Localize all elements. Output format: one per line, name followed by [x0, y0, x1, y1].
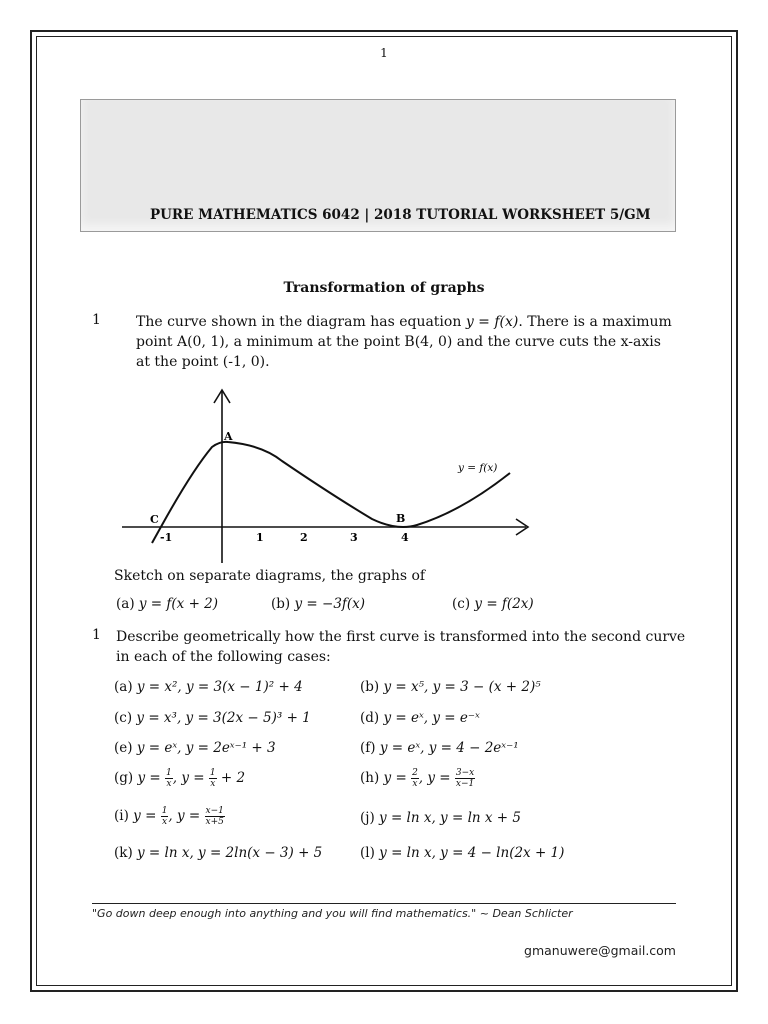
question-1-line-1	[136, 312, 684, 332]
case-l-expr: y = ln x, y = 4 − ln(2x + 1)	[379, 845, 565, 861]
worksheet-title: PURE MATHEMATICS 6042 | 2018 TUTORIAL WORKSHEET 5/GM	[150, 207, 651, 223]
case-j-expr: y = ln x, y = ln x + 5	[379, 810, 521, 826]
case-d-expr: y = eˣ, y = e⁻ˣ	[383, 710, 480, 726]
part-b	[271, 596, 365, 612]
case-i-mid: , y =	[168, 808, 205, 824]
case-g-fraction-2	[209, 768, 217, 789]
case-i-f1-num: 1	[161, 806, 168, 816]
case-d	[360, 710, 480, 726]
question-number: 1	[92, 312, 101, 328]
case-i-label: (i)	[114, 808, 129, 824]
case-h-f1-den: x	[412, 779, 418, 789]
case-f-expr: y = eˣ, y = 4 − 2eˣ⁻¹	[379, 740, 519, 756]
case-g-f2-den: x	[210, 779, 216, 789]
footer-quote: "Go down deep enough into anything and you will find mathematics." ~ Dean Schlicter	[92, 907, 573, 920]
author-email: gmanuwere@gmail.com	[524, 943, 676, 958]
footer-rule	[92, 903, 676, 904]
case-c-expr: y = x³, y = 3(2x − 5)³ + 1	[136, 710, 311, 726]
question-1-line-3: at the point (-1, 0).	[136, 354, 270, 370]
case-c-label: (c)	[114, 710, 133, 726]
case-k-label: (k)	[114, 845, 133, 861]
case-c	[114, 710, 311, 726]
case-g-mid: , y =	[172, 770, 209, 786]
case-l	[360, 845, 564, 861]
curve-label: y = f(x)	[458, 462, 498, 474]
case-h-mid: , y =	[418, 770, 455, 786]
part-c-expr: y = f(2x)	[474, 596, 534, 612]
question-2-text	[116, 627, 686, 667]
case-e-expr: y = eˣ, y = 2eˣ⁻¹ + 3	[136, 740, 276, 756]
case-b	[360, 679, 541, 695]
case-i-f2-den: x+5	[205, 817, 224, 827]
curve-diagram	[112, 385, 542, 565]
q1-line1-end: . There is a maximum	[518, 314, 672, 330]
case-j	[360, 810, 521, 826]
case-a	[114, 679, 303, 695]
case-b-expr: y = x⁵, y = 3 − (x + 2)⁵	[383, 679, 541, 695]
case-h-f1-num: 2	[412, 768, 418, 778]
case-b-label: (b)	[360, 679, 380, 695]
q1-equation: y = f(x)	[465, 314, 519, 330]
case-g-post: + 2	[216, 770, 246, 786]
case-l-label: (l)	[360, 845, 375, 861]
curve-f-of-x	[152, 442, 510, 543]
question-number-2: 1	[92, 627, 101, 643]
case-i-pre: y =	[133, 808, 161, 824]
part-a-label: (a)	[116, 596, 135, 612]
part-a	[116, 596, 218, 612]
sketch-instruction: Sketch on separate diagrams, the graphs of	[114, 568, 426, 584]
case-h-pre: y =	[383, 770, 412, 786]
part-a-expr: y = f(x + 2)	[138, 596, 219, 612]
question-2-line-1: Describe geometrically how the first curve is transformed into the second curve	[116, 629, 686, 645]
question-1-text	[136, 312, 684, 372]
section-title: Transformation of graphs	[283, 280, 485, 296]
part-c	[452, 596, 534, 612]
case-f-label: (f)	[360, 740, 376, 756]
case-g-pre: y =	[137, 770, 166, 786]
point-b-label: B	[396, 512, 406, 525]
part-b-expr: y = −3f(x)	[294, 596, 366, 612]
tick-label-minus-1: -1	[160, 531, 173, 544]
case-e-label: (e)	[114, 740, 133, 756]
case-g-f1-den: x	[166, 779, 172, 789]
part-b-label: (b)	[271, 596, 291, 612]
case-d-label: (d)	[360, 710, 380, 726]
case-j-label: (j)	[360, 810, 375, 826]
case-h-f2-num: 3−x	[455, 768, 475, 778]
point-a-label: A	[224, 430, 233, 443]
case-g-f2-num: 1	[209, 768, 216, 778]
question-2-line-2: in each of the following cases:	[116, 649, 331, 665]
case-g	[114, 768, 245, 789]
tick-label-3: 3	[350, 531, 358, 544]
case-i-f2-num: x−1	[205, 806, 224, 816]
case-i	[114, 806, 225, 827]
tick-label-2: 2	[300, 531, 308, 544]
tick-label-1: 1	[256, 531, 264, 544]
part-c-label: (c)	[452, 596, 471, 612]
case-f	[360, 740, 519, 756]
question-1-line-2: point A(0, 1), a minimum at the point B(4, 0) and the curve cuts the x-axis	[136, 334, 661, 350]
case-i-fraction-2	[205, 806, 225, 827]
case-h-fraction-2	[455, 768, 475, 789]
case-h	[360, 768, 475, 789]
case-k-expr: y = ln x, y = 2ln(x − 3) + 5	[137, 845, 323, 861]
case-k	[114, 845, 322, 861]
case-g-label: (g)	[114, 770, 134, 786]
case-a-expr: y = x², y = 3(x − 1)² + 4	[136, 679, 303, 695]
case-h-f2-den: x−1	[455, 779, 475, 789]
case-i-f1-den: x	[162, 817, 168, 827]
case-g-fraction-1	[165, 768, 173, 789]
case-h-fraction-1	[411, 768, 419, 789]
case-a-label: (a)	[114, 679, 133, 695]
case-h-label: (h)	[360, 770, 380, 786]
case-g-f1-num: 1	[166, 768, 172, 778]
tick-label-4: 4	[401, 531, 409, 544]
case-e	[114, 740, 276, 756]
q1-line1-start: The curve shown in the diagram has equation	[136, 314, 466, 330]
page-number: 1	[380, 46, 388, 60]
point-c-label: C	[150, 513, 159, 526]
